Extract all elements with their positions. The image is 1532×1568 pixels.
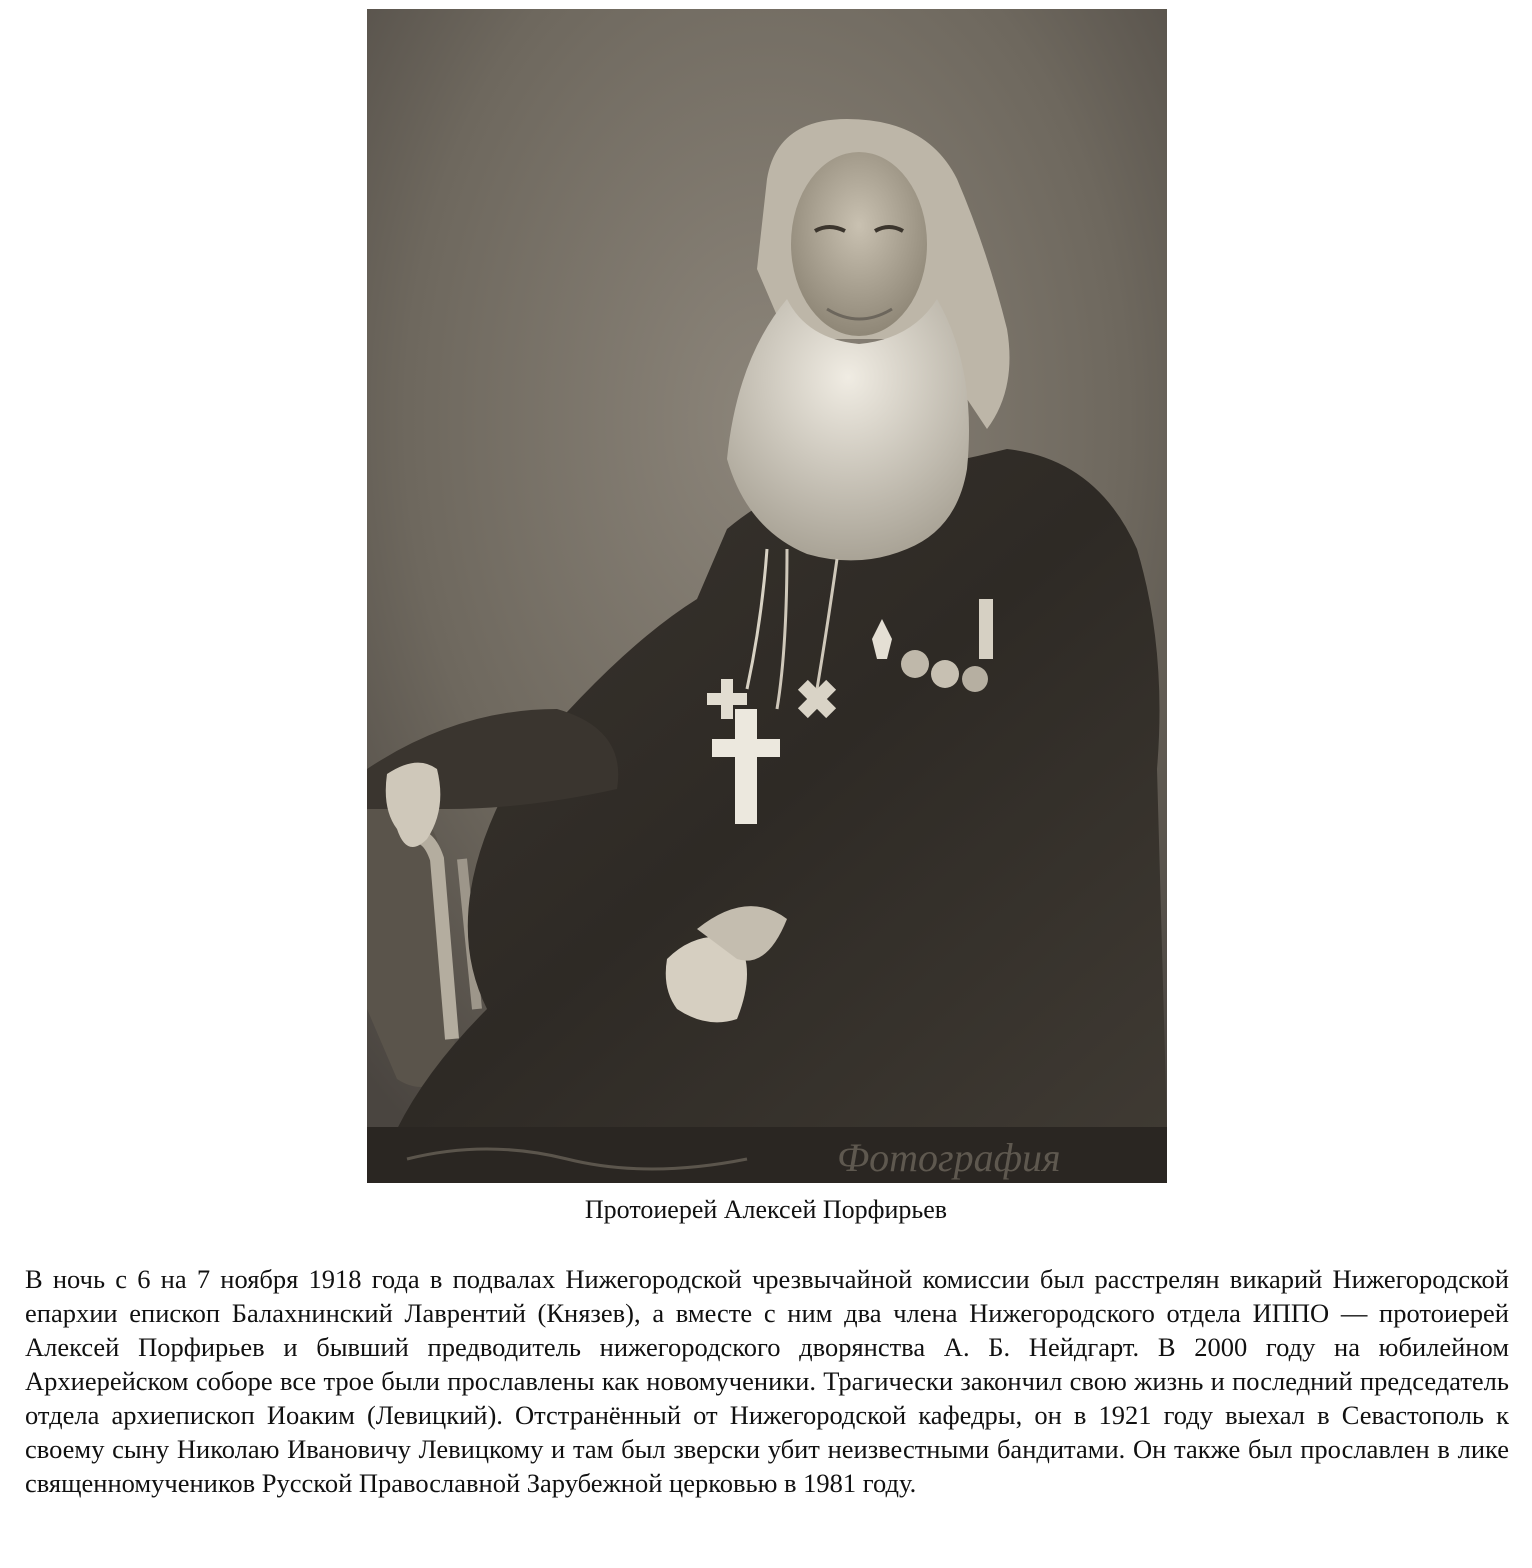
article-paragraph: В ночь с 6 на 7 ноября 1918 года в подвалах Нижегородской чрезвычайной комиссии был расстрелян викарий Нижегородской епархии епископ Балахнинский Лаврентий (Князев), а вместе с ним два члена Нижегородского отдела ИППО — протоиерей Алексей Порфирьев и бывший предводитель нижегородского дворянства А. Б. Нейдгарт. В 2000 году на юбилейном Архиерейском соборе все трое были прославлены как новомученики. Трагически закончил свою жизнь и последний председатель отдела архиепископ Иоаким (Левицкий). Отстранённый от Нижегородской кафедры, он в 1921 году выехал в Севастополь к своему сыну Николаю Ивановичу Левицкому и там был зверски убит неизвестными бандитами. Он также был прославлен в лике священномучеников Русской Православной Зарубежной церковью в 1981 году. xyxy=(25,1264,1509,1498)
portrait-image xyxy=(367,9,1167,1183)
photo-caption: Протоиерей Алексей Порфирьев xyxy=(584,1195,948,1224)
portrait-photo xyxy=(367,9,1167,1183)
studio-stamp-text: Фотография xyxy=(837,1135,1061,1180)
